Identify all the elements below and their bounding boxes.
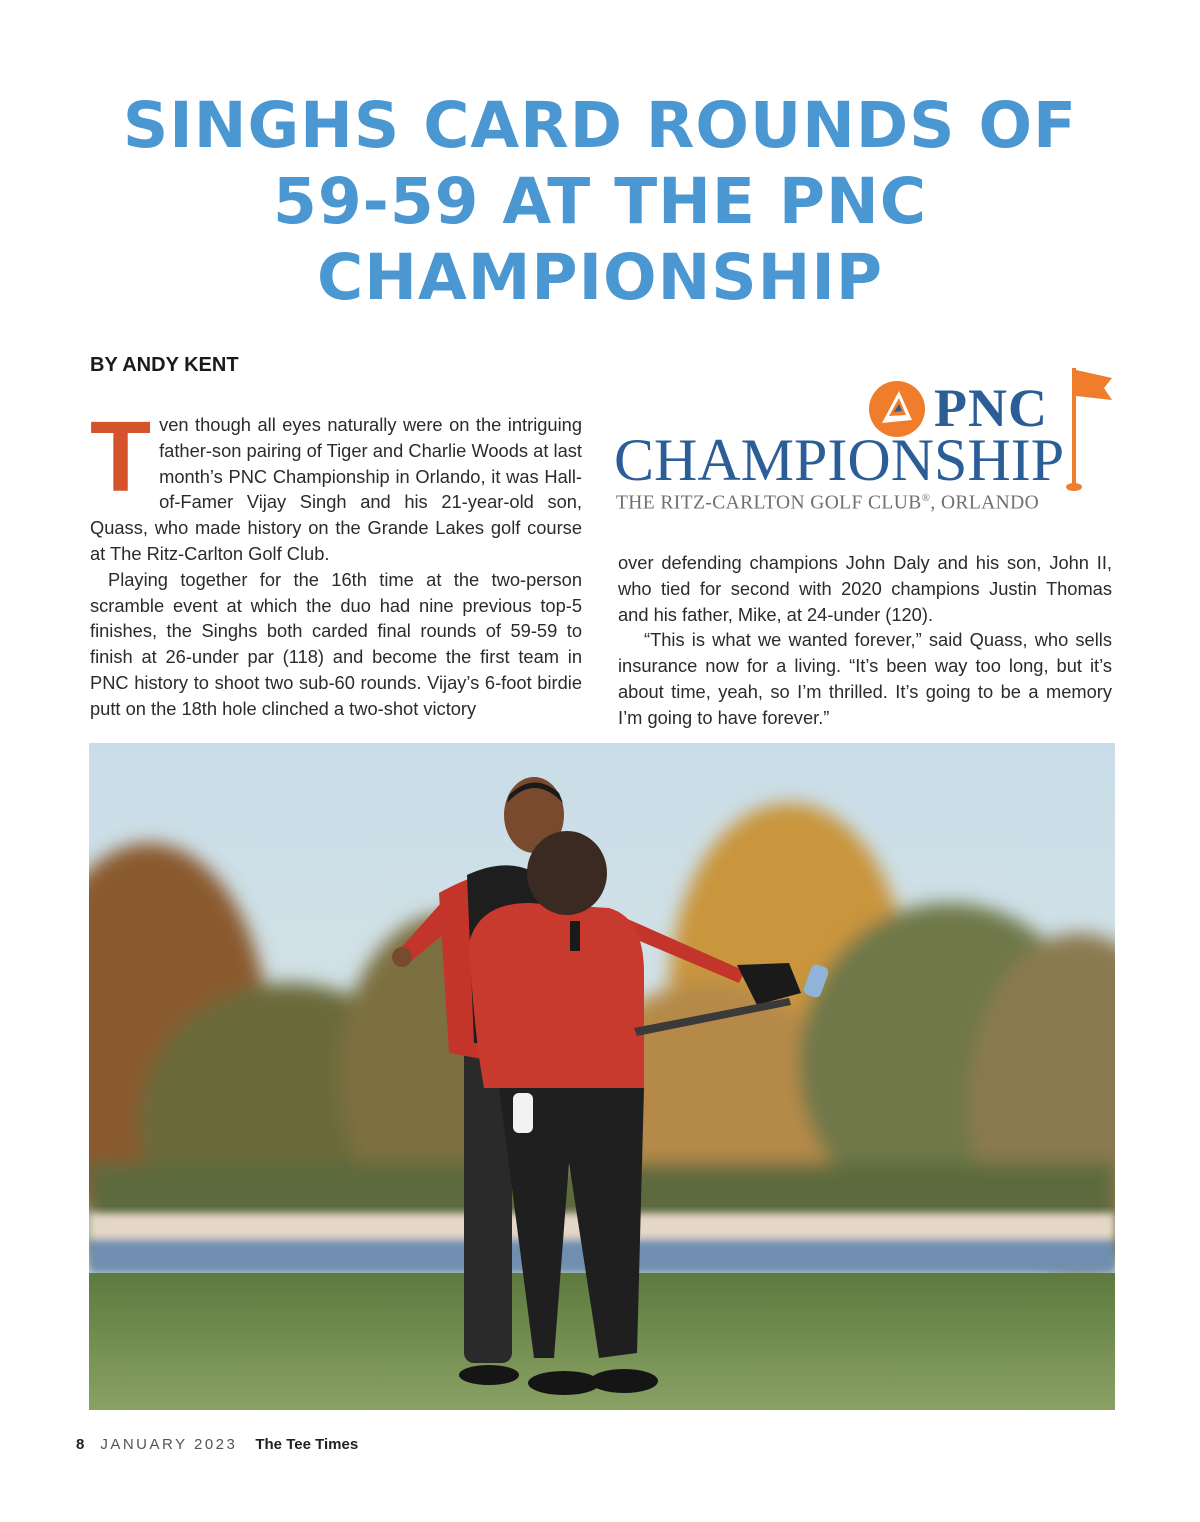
article-paragraph-1	[90, 401, 582, 567]
publication-name: The Tee Times	[255, 1436, 359, 1453]
logo-venue-text	[616, 492, 1039, 515]
logo-pnc-text: PNC	[934, 378, 1048, 438]
issue-date: JANUARY 2023	[100, 1436, 238, 1453]
golf-flag-icon	[1064, 366, 1116, 492]
pnc-championship-logo	[612, 364, 1122, 524]
page-footer	[76, 1436, 358, 1453]
registered-mark: ®	[921, 492, 931, 504]
logo-championship-text: CHAMPIONSHIP	[614, 427, 1065, 493]
paragraph-1-text: ven though all eyes naturally were on the intriguing father-son pairing of Tiger and Charlie Woods at last month’s PNC Championship in Orlando, it was Hall-of-Famer Vijay Singh and his 21-year-old son, Quass, who made history on the Grande Lakes golf course at The Ritz-Carlton Golf Club.	[90, 414, 582, 564]
golfers-embrace-photo	[89, 743, 1115, 1410]
article-paragraph-4: “This is what we wanted forever,” said Quass, who sells insurance now for a living. “It’s been way too long, but it’s about time, yeah, so I’m thrilled. It’s going to be a memory I’m going to have forever.”	[618, 629, 1112, 728]
page-number: 8	[76, 1436, 85, 1453]
venue-city: , ORLANDO	[930, 492, 1040, 514]
article-paragraph-3: over defending champions John Daly and his son, John II, who tied for second with 2020 champions Justin Thomas and his father, Mike, at 24-under (120).	[618, 552, 1112, 625]
article-column-right	[618, 550, 1112, 731]
article-column-left	[90, 401, 582, 722]
drop-cap: T	[90, 401, 152, 513]
article-paragraph-2: Playing together for the 16th time at the two-person scramble event at which the duo had nine previous top-5 finishes, the Singhs both carded final rounds of 59-59 to finish at 26-under par (118) and become the first team in PNC history to shoot two sub-60 rounds. Vijay’s 6-foot birdie putt on the 18th hole clinched a two-shot victory	[90, 568, 582, 719]
byline: BY ANDY KENT	[90, 354, 239, 376]
venue-name: THE RITZ-CARLTON GOLF CLUB	[616, 492, 922, 514]
headline: SINGHS CARD ROUNDS OF 59-59 AT THE PNC CHAMPIONSHIP	[122, 89, 1078, 314]
